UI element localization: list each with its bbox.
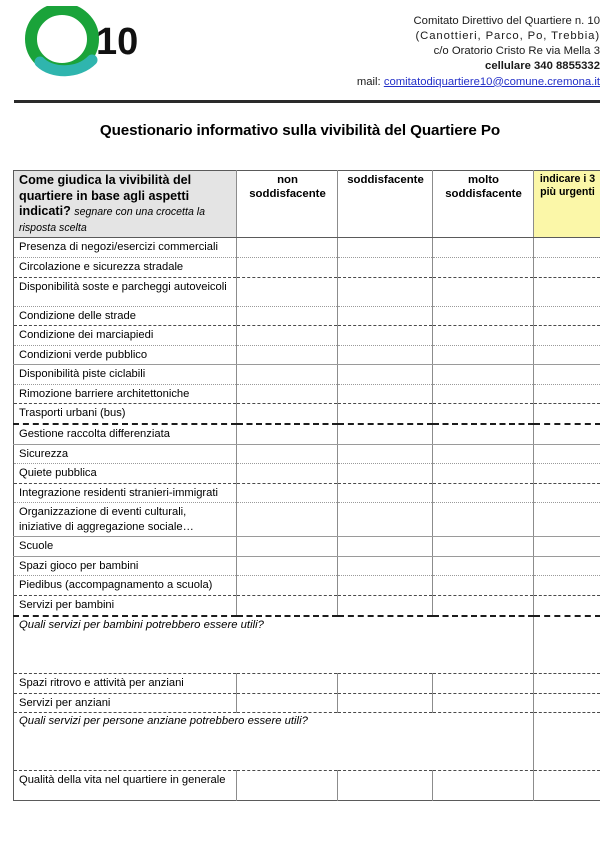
answer-cell-molto-soddisfacente[interactable]	[433, 576, 534, 596]
aspect-label: Presenza di negozi/esercizi commerciali	[14, 238, 237, 258]
table-header-row	[14, 171, 600, 238]
urgent-cell[interactable]	[534, 556, 600, 576]
table-row	[14, 537, 600, 557]
answer-cell-soddisfacente[interactable]	[338, 326, 433, 346]
answer-cell-soddisfacente[interactable]	[338, 306, 433, 326]
answer-cell-soddisfacente[interactable]	[338, 596, 433, 616]
urgent-cell[interactable]	[534, 365, 600, 385]
open-question-row	[14, 713, 600, 771]
answer-cell-molto-soddisfacente[interactable]	[433, 424, 534, 444]
answer-cell-soddisfacente[interactable]	[338, 238, 433, 258]
answer-cell-molto-soddisfacente[interactable]	[433, 444, 534, 464]
answer-cell-molto-soddisfacente[interactable]	[433, 537, 534, 557]
aspect-label: Scuole	[14, 537, 237, 557]
open-question-label: Quali servizi per persone anziane potrebbero essere utili?	[14, 713, 534, 771]
answer-cell-molto-soddisfacente[interactable]	[433, 238, 534, 258]
aspect-label: Qualità della vita nel quartiere in generale	[19, 774, 226, 787]
answer-cell-non-soddisfacente[interactable]	[237, 258, 338, 278]
answer-cell-molto-soddisfacente[interactable]	[433, 483, 534, 503]
aspect-label: Rimozione barriere architettoniche	[14, 384, 237, 404]
table-row	[14, 404, 600, 424]
urgent-cell[interactable]	[534, 277, 600, 306]
header-aspect-title: Come giudica la vivibilità del quartiere in base agli aspetti indicati?	[19, 173, 192, 219]
answer-cell-soddisfacente[interactable]	[338, 674, 433, 694]
page-title: Questionario informativo sulla vivibilità del Quartiere Po	[99, 122, 501, 139]
aspect-label: Circolazione e sicurezza stradale	[14, 258, 237, 278]
contact-line-address: c/o Oratorio Cristo Re via Mella 3	[433, 44, 600, 57]
answer-cell-soddisfacente[interactable]	[338, 258, 433, 278]
table-row	[14, 424, 600, 444]
aspect-label: Spazi gioco per bambini	[14, 556, 237, 576]
answer-cell-soddisfacente[interactable]	[338, 503, 433, 537]
answer-cell-soddisfacente[interactable]	[338, 424, 433, 444]
answer-cell-soddisfacente[interactable]	[338, 384, 433, 404]
table-row	[14, 277, 600, 306]
answer-cell-non-soddisfacente[interactable]	[237, 483, 338, 503]
table-row	[14, 365, 600, 385]
answer-cell-non-soddisfacente[interactable]	[237, 503, 338, 537]
open-question-label: Quali servizi per bambini potrebbero essere utili?	[14, 616, 534, 674]
urgent-cell[interactable]	[534, 464, 600, 484]
answer-cell-non-soddisfacente[interactable]	[237, 444, 338, 464]
table-row	[14, 444, 600, 464]
email-link[interactable]: comitatodiquartiere10@comune.cremona.it	[383, 75, 600, 88]
aspect-label: Disponibilità piste ciclabili	[14, 365, 237, 385]
header-col-soddisfacente: soddisfacente	[338, 171, 433, 238]
urgent-cell[interactable]	[534, 424, 600, 444]
questionnaire-table	[13, 170, 600, 801]
answer-cell-non-soddisfacente[interactable]	[237, 693, 338, 713]
answer-cell-non-soddisfacente[interactable]	[237, 306, 338, 326]
svg-text:10: 10	[96, 21, 139, 63]
header-col-molto-soddisfacente: molto soddisfacente	[433, 171, 534, 238]
answer-cell-non-soddisfacente[interactable]	[237, 384, 338, 404]
aspect-label: Spazi ritrovo e attività per anziani	[14, 674, 237, 694]
answer-cell-soddisfacente[interactable]	[338, 464, 433, 484]
table-row	[14, 503, 600, 537]
urgent-cell[interactable]	[534, 771, 600, 801]
table-row	[14, 306, 600, 326]
contact-line-phone: cellulare 340 8855332	[485, 59, 600, 72]
contact-line-mail	[180, 74, 600, 90]
aspect-label: Sicurezza	[14, 444, 237, 464]
answer-cell-soddisfacente[interactable]	[338, 345, 433, 365]
answer-cell-non-soddisfacente[interactable]	[237, 345, 338, 365]
table-row	[14, 345, 600, 365]
answer-cell-soddisfacente[interactable]	[338, 537, 433, 557]
answer-cell-molto-soddisfacente[interactable]	[433, 258, 534, 278]
answer-cell-soddisfacente[interactable]	[338, 365, 433, 385]
table-row	[14, 693, 600, 713]
aspect-label: Gestione raccolta differenziata	[14, 424, 237, 444]
answer-cell-soddisfacente[interactable]	[338, 556, 433, 576]
urgent-cell[interactable]	[534, 258, 600, 278]
answer-cell-soddisfacente[interactable]	[338, 277, 433, 306]
urgent-cell[interactable]	[534, 503, 600, 537]
table-row	[14, 238, 600, 258]
header-aspect-cell	[14, 171, 237, 238]
answer-cell-molto-soddisfacente[interactable]	[433, 503, 534, 537]
answer-cell-non-soddisfacente[interactable]	[237, 537, 338, 557]
aspect-label: Integrazione residenti stranieri-immigrati	[14, 483, 237, 503]
aspect-label: Condizioni verde pubblico	[14, 345, 237, 365]
answer-cell-non-soddisfacente[interactable]	[237, 556, 338, 576]
aspect-label: Organizzazione di eventi culturali, iniziative di aggregazione sociale…	[14, 503, 237, 537]
answer-cell-soddisfacente[interactable]	[338, 771, 433, 801]
answer-cell-molto-soddisfacente[interactable]	[433, 384, 534, 404]
contact-line-committee: Comitato Direttivo del Quartiere n. 10	[413, 15, 600, 27]
answer-cell-molto-soddisfacente[interactable]	[433, 306, 534, 326]
table-row	[14, 464, 600, 484]
answer-cell-molto-soddisfacente[interactable]	[433, 596, 534, 616]
letterhead	[0, 0, 600, 104]
answer-cell-non-soddisfacente[interactable]	[237, 404, 338, 424]
answer-cell-molto-soddisfacente[interactable]	[433, 365, 534, 385]
table-row	[14, 576, 600, 596]
answer-cell-non-soddisfacente[interactable]	[237, 576, 338, 596]
header-col-urgenti: indicare i 3 più urgenti	[534, 171, 600, 238]
urgent-cell[interactable]	[534, 576, 600, 596]
urgent-cell[interactable]	[534, 674, 600, 694]
answer-cell-non-soddisfacente[interactable]	[237, 365, 338, 385]
urgent-cell[interactable]	[534, 384, 600, 404]
answer-cell-molto-soddisfacente[interactable]	[433, 674, 534, 694]
urgent-cell[interactable]	[534, 306, 600, 326]
urgent-cell[interactable]	[534, 483, 600, 503]
aspect-label: Servizi per anziani	[14, 693, 237, 713]
urgent-cell[interactable]	[534, 693, 600, 713]
answer-cell-soddisfacente[interactable]	[338, 444, 433, 464]
answer-cell-non-soddisfacente[interactable]	[237, 326, 338, 346]
aspect-label: Condizione dei marciapiedi	[14, 326, 237, 346]
urgent-cell[interactable]	[534, 713, 600, 771]
header-col-non-soddisfacente: non soddisfacente	[237, 171, 338, 238]
table-row	[14, 483, 600, 503]
table-row	[14, 326, 600, 346]
table-row	[14, 258, 600, 278]
answer-cell-molto-soddisfacente[interactable]	[433, 556, 534, 576]
answer-cell-soddisfacente[interactable]	[338, 483, 433, 503]
table-row	[14, 674, 600, 694]
mail-label: mail:	[356, 75, 381, 88]
aspect-label: Servizi per bambini	[14, 596, 237, 616]
contact-line-areas: (Canottieri, Parco, Po, Trebbia)	[415, 29, 600, 42]
answer-cell-non-soddisfacente[interactable]	[237, 277, 338, 306]
urgent-cell[interactable]	[534, 596, 600, 616]
urgent-cell[interactable]	[534, 404, 600, 424]
answer-cell-molto-soddisfacente[interactable]	[433, 693, 534, 713]
aspect-label: Trasporti urbani (bus)	[14, 404, 237, 424]
answer-cell-non-soddisfacente[interactable]	[237, 596, 338, 616]
urgent-cell[interactable]	[534, 616, 600, 674]
aspect-label: Disponibilità soste e parcheggi autoveicoli	[14, 277, 237, 306]
answer-cell-non-soddisfacente[interactable]	[237, 464, 338, 484]
aspect-label: Condizione delle strade	[14, 306, 237, 326]
urgent-cell[interactable]	[534, 238, 600, 258]
table-row	[14, 596, 600, 616]
table-row	[14, 556, 600, 576]
answer-cell-soddisfacente[interactable]	[338, 404, 433, 424]
answer-cell-soddisfacente[interactable]	[338, 693, 433, 713]
header-divider	[14, 100, 600, 103]
answer-cell-non-soddisfacente[interactable]	[237, 424, 338, 444]
table-row	[14, 771, 600, 801]
aspect-label: Quiete pubblica	[14, 464, 237, 484]
answer-cell-molto-soddisfacente[interactable]	[433, 277, 534, 306]
header-aspect-hint: segnare con una crocetta la risposta scelta	[19, 206, 206, 234]
open-question-row	[14, 616, 600, 674]
answer-cell-molto-soddisfacente[interactable]	[433, 771, 534, 801]
table-row	[14, 384, 600, 404]
urgent-cell[interactable]	[534, 537, 600, 557]
urgent-cell[interactable]	[534, 326, 600, 346]
answer-cell-molto-soddisfacente[interactable]	[433, 345, 534, 365]
aspect-label: Piedibus (accompagnamento a scuola)	[14, 576, 237, 596]
answer-cell-non-soddisfacente[interactable]	[237, 674, 338, 694]
answer-cell-non-soddisfacente[interactable]	[237, 771, 338, 801]
answer-cell-non-soddisfacente[interactable]	[237, 238, 338, 258]
urgent-cell[interactable]	[534, 444, 600, 464]
urgent-cell[interactable]	[534, 345, 600, 365]
answer-cell-molto-soddisfacente[interactable]	[433, 464, 534, 484]
answer-cell-soddisfacente[interactable]	[338, 576, 433, 596]
q10-logo	[22, 6, 152, 78]
answer-cell-molto-soddisfacente[interactable]	[433, 404, 534, 424]
answer-cell-molto-soddisfacente[interactable]	[433, 326, 534, 346]
contact-block	[180, 14, 600, 90]
